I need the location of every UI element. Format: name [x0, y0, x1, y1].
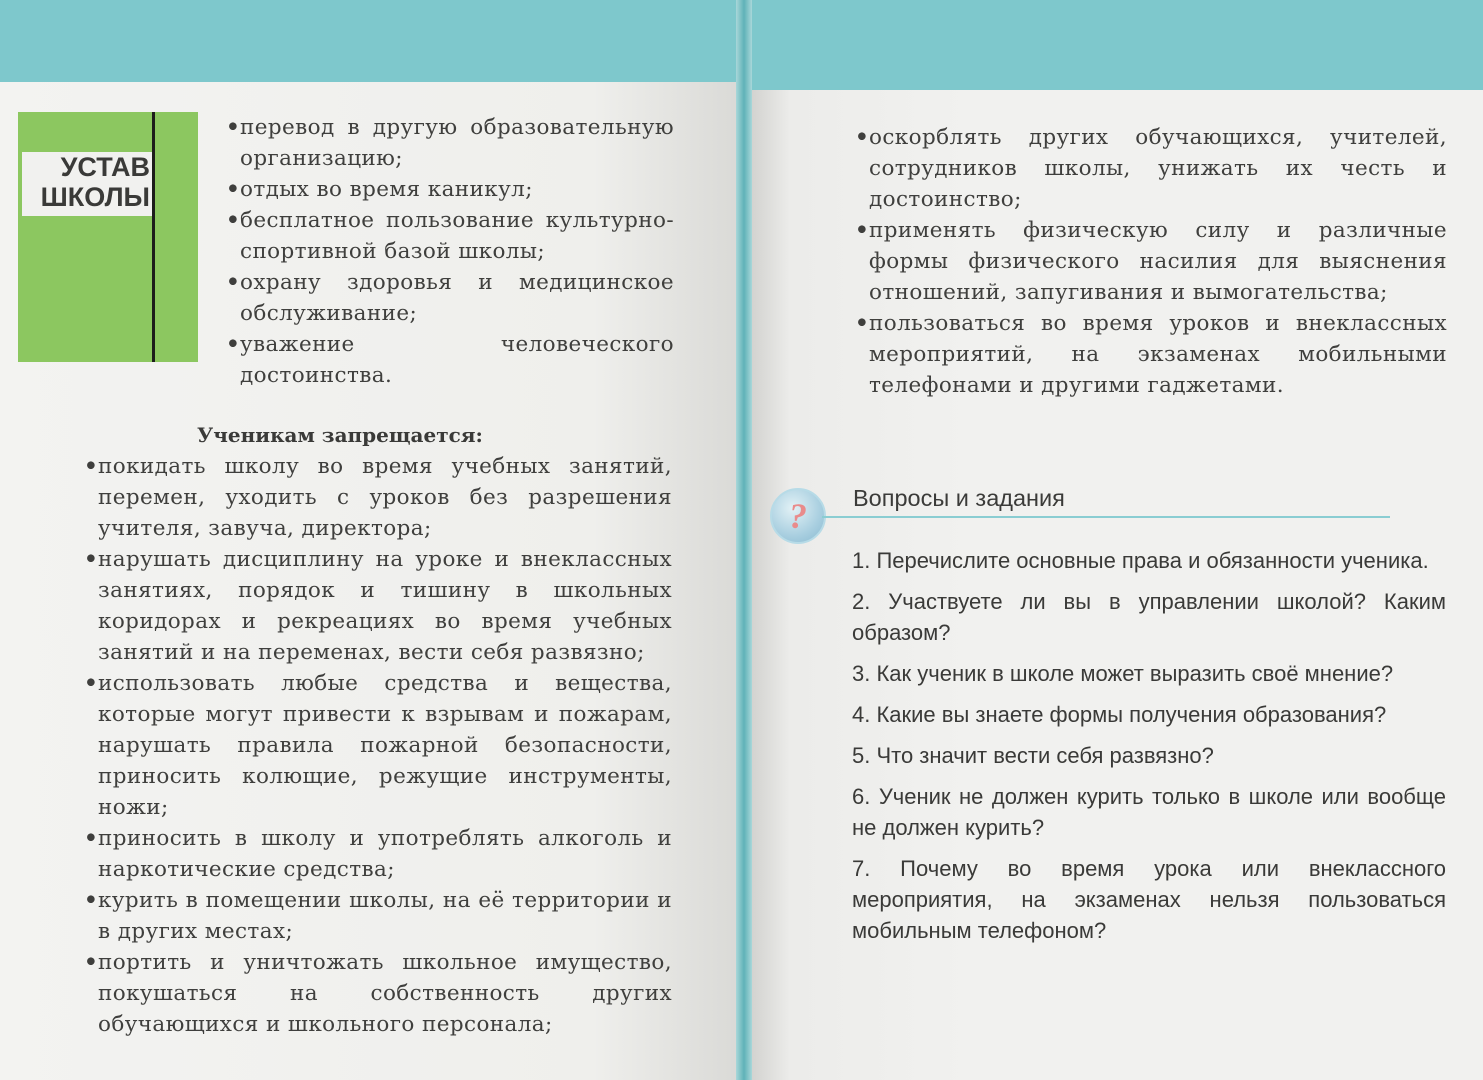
bullet-icon: • [84, 888, 99, 913]
bullet-icon: • [84, 454, 99, 479]
bullet-icon: • [84, 950, 99, 975]
list-item-text: уважение человеческого достоинства. [240, 332, 674, 388]
bullet-icon: • [226, 332, 241, 357]
list-item [855, 308, 1447, 401]
prohibited-heading: Ученикам запрещается: [197, 423, 483, 447]
bullet-icon: • [226, 115, 241, 140]
question-item: 6. Ученик не должен курить только в школе или вообще не должен курить? [852, 784, 1446, 840]
bullet-icon: • [84, 671, 99, 696]
list-item-text: портить и уничтожать школьное имущество, покушаться на собственность других обучающихся и школьного персонала; [98, 950, 672, 1037]
rubric-line-2: ШКОЛЫ [40, 182, 150, 212]
bullet-icon: • [855, 311, 870, 336]
book-gutter [736, 0, 752, 1080]
list-item-text: покидать школу во время учебных занятий, перемен, уходить с уроков без разрешения учителя, завуча, директора; [98, 454, 672, 541]
question-item: 1. Перечислите основные права и обязанности ученика. [852, 548, 1429, 573]
rubric-label [22, 152, 152, 216]
list-item [226, 267, 674, 329]
list-item [84, 947, 672, 1040]
bullet-icon: • [226, 177, 241, 202]
list-item [226, 112, 674, 174]
top-teal-band [746, 0, 1483, 90]
question-item: 3. Как ученик в школе может выразить своё мнение? [852, 661, 1394, 686]
bullet-icon: • [855, 125, 870, 150]
rubric-line-1: УСТАВ [60, 152, 150, 182]
list-item-text: применять физическую силу и различные формы физического насилия для выяснения отношений, запугивания и вымогательства; [869, 218, 1447, 305]
bullet-icon: • [226, 270, 241, 295]
bullet-icon: • [226, 208, 241, 233]
section-divider [822, 516, 1390, 518]
list-item [84, 668, 672, 823]
list-item-text: пользоваться во время уроков и внеклассных мероприятий, на экзаменах мобильными телефонами и другими гаджетами. [869, 311, 1447, 398]
question-item: 2. Участвуете ли вы в управлении школой? Каким образом? [852, 589, 1446, 645]
list-item-text: приносить в школу и употреблять алкоголь и наркотические средства; [98, 826, 672, 882]
top-teal-band [0, 0, 742, 82]
bullet-icon: • [84, 547, 99, 572]
rights-list [226, 112, 674, 391]
question-item: 7. Почему во время урока или внеклассного мероприятия, на экзаменах нельзя пользоваться мобильным телефоном? [852, 856, 1446, 943]
bullet-icon: • [855, 218, 870, 243]
list-item-text: бесплатное пользование культурно-спортивной базой школы; [240, 208, 674, 264]
list-item-text: отдых во время каникул; [240, 177, 533, 202]
list-item [84, 885, 672, 947]
list-item [855, 215, 1447, 308]
list-item-text: курить в помещении школы, на её территории и в других местах; [98, 888, 672, 944]
questions-title: Вопросы и задания [853, 485, 1065, 511]
list-item-text: перевод в другую образовательную организацию; [240, 115, 674, 171]
list-item [226, 329, 674, 391]
list-item [84, 823, 672, 885]
list-item [84, 544, 672, 668]
question-item: 4. Какие вы знаете формы получения образования? [852, 702, 1387, 727]
questions-list [852, 545, 1446, 956]
rubric-green-block [18, 112, 198, 362]
prohibited-list-continued [855, 122, 1447, 401]
list-item [855, 122, 1447, 215]
bullet-icon: • [84, 826, 99, 851]
rubric-divider-line [152, 112, 155, 362]
list-item-text: охрану здоровья и медицинское обслуживание; [240, 270, 674, 326]
question-mark-icon: ? [770, 488, 826, 544]
list-item-text: оскорблять других обучающихся, учителей, сотрудников школы, унижать их честь и достоинство; [869, 125, 1447, 212]
list-item [226, 205, 674, 267]
question-item: 5. Что значит вести себя развязно? [852, 743, 1214, 768]
list-item [84, 451, 672, 544]
list-item-text: использовать любые средства и вещества, которые могут привести к взрывам и пожарам, нарушать правила пожарной безопасности, приносить колющие, режущие инструменты, ножи; [98, 671, 672, 820]
prohibited-list [84, 451, 672, 1040]
list-item [226, 174, 674, 205]
list-item-text: нарушать дисциплину на уроке и внеклассных занятиях, порядок и тишину в школьных коридорах и рекреациях во время учебных занятий и на переменах, вести себя развязно; [98, 547, 672, 665]
